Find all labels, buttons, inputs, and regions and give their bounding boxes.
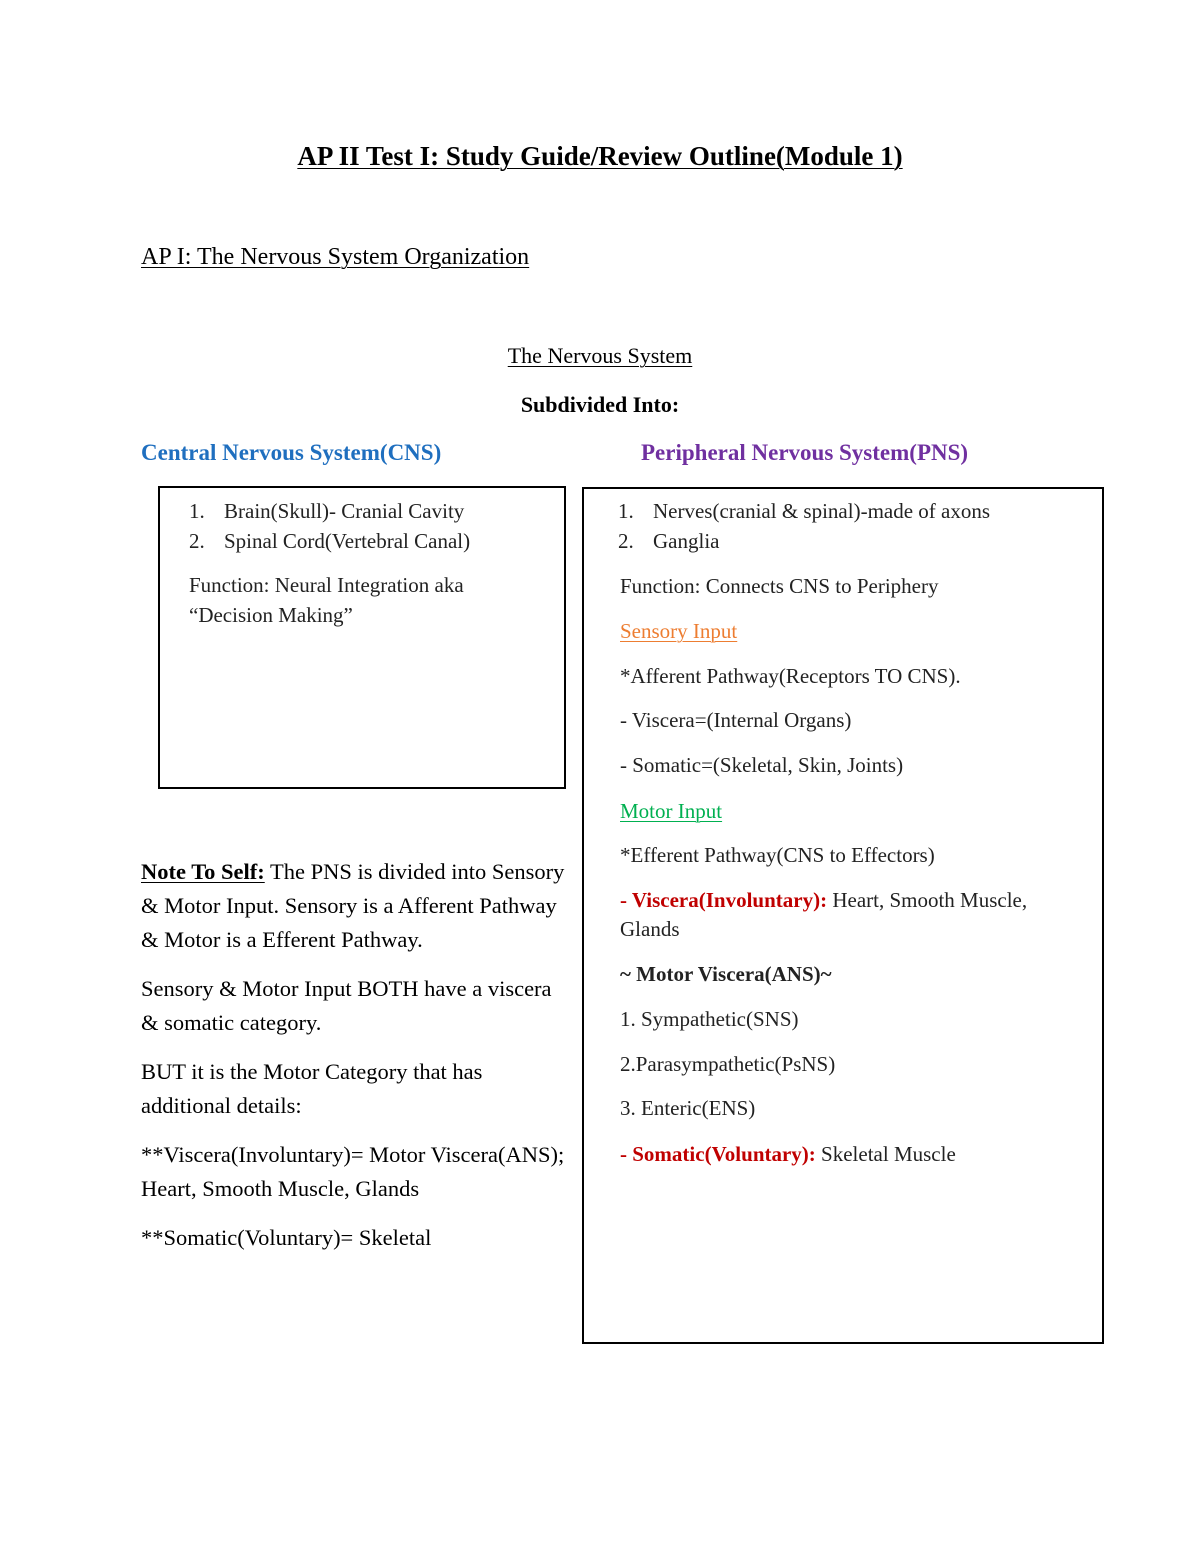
note-paragraph: **Viscera(Involuntary)= Motor Viscera(ANS); Heart, Smooth Muscle, Glands [141,1142,565,1201]
motor-somatic-line [620,1139,956,1169]
note-paragraph [141,855,571,957]
nervous-system-title-text: The Nervous System [507,343,693,368]
viscera-dash: - [620,888,632,912]
pns-heading: Peripheral Nervous System(PNS) [641,440,969,465]
note-paragraph: BUT it is the Motor Category that has additional details: [141,1059,483,1118]
ans-item-parasympathetic: 2.Parasympathetic(PsNS) [620,1052,836,1076]
sensory-viscera: - Viscera=(Internal Organs) [620,708,852,732]
pns-list [618,496,990,556]
motor-viscera-ans-heading: ~ Motor Viscera(ANS)~ [620,962,832,986]
viscera-text-continued: Glands [620,917,680,941]
cns-list [189,496,564,556]
pns-function: Function: Connects CNS to Periphery [620,574,939,598]
sensory-input-heading: Sensory Input [620,619,738,643]
cns-box [158,486,566,789]
list-text: Spinal Cord(Vertebral Canal) [224,529,471,553]
subdivided-into-label: Subdivided Into: [520,392,680,417]
list-number: 2. [618,529,634,553]
cns-function-line: Function: Neural Integration aka [189,573,464,597]
note-to-self [141,855,571,1270]
viscera-text: Heart, Smooth Muscle, [827,888,1028,912]
list-text: Nerves(cranial & spinal)-made of axons [653,499,991,523]
pns-box [582,487,1104,1344]
section-heading: AP I: The Nervous System Organization [141,244,530,270]
cns-heading: Central Nervous System(CNS) [141,440,442,465]
sensory-somatic: - Somatic=(Skeletal, Skin, Joints) [620,753,904,777]
ans-item-enteric: 3. Enteric(ENS) [620,1096,756,1120]
list-item [618,526,990,556]
afferent-pathway: *Afferent Pathway(Receptors TO CNS). [620,664,961,688]
list-item [618,496,990,526]
document-title: AP II Test I: Study Guide/Review Outline(Module 1) [297,141,903,171]
somatic-text: Skeletal Muscle [815,1142,956,1166]
motor-input-heading: Motor Input [620,799,723,823]
list-number: 1. [618,499,634,523]
list-item [189,526,564,556]
note-paragraph: **Somatic(Voluntary)= Skeletal [141,1225,432,1250]
list-number: 1. [189,499,205,523]
list-text: Brain(Skull)- Cranial Cavity [224,499,465,523]
cns-function [189,570,529,630]
note-label: Note To Self: [141,859,265,884]
list-number: 2. [189,529,205,553]
ans-item-sympathetic: 1. Sympathetic(SNS) [620,1007,799,1031]
viscera-label: Viscera(Involuntary): [631,888,828,912]
motor-viscera-line [620,885,1027,915]
efferent-pathway: *Efferent Pathway(CNS to Effectors) [620,843,935,867]
somatic-dash: - [620,1142,633,1166]
list-text: Ganglia [653,529,720,553]
cns-function-line: “Decision Making” [189,603,353,627]
somatic-label: Somatic(Voluntary): [632,1142,816,1166]
nervous-system-title [0,343,1200,369]
note-paragraph: Sensory & Motor Input BOTH have a viscera & somatic category. [141,976,552,1035]
list-item [189,496,564,526]
note-text: The PNS is divided into Sensory & Motor Input. Sensory is a Afferent Pathway & Motor is a Efferent Pathway. [141,859,565,952]
